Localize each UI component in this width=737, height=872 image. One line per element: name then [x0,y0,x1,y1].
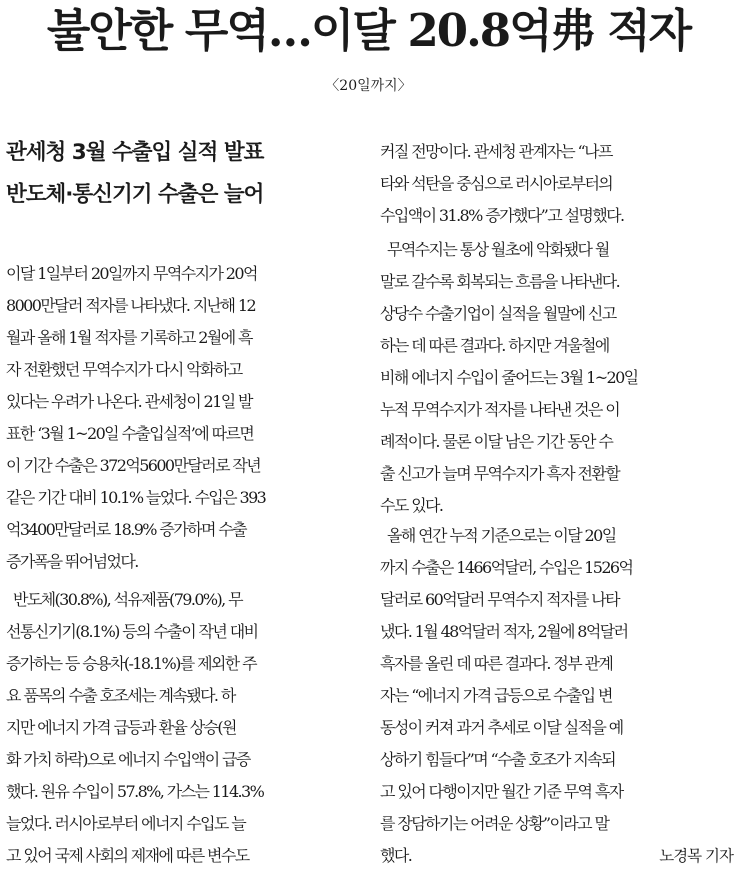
body-line: 증가폭을 뛰어넘었다. [6,552,138,571]
body-line: 고 있어 다행이지만 월간 기준 무역 흑자 [380,782,623,801]
body-line: 했다. [380,846,412,865]
body-line: 수도 있다. [380,496,443,515]
subhead-secondary: 반도체·통신기기 수출은 늘어 [6,182,264,207]
body-line: 무역수지는 통상 월초에 악화됐다 월 [380,240,609,259]
body-line: 자 전환했던 무역수지가 다시 악화하고 [6,360,242,379]
body-line: 고 있어 국제 사회의 제재에 따른 변수도 [6,846,249,865]
body-line: 억3400만달러로 18.9% 증가하며 수출 [6,520,247,539]
body-line: 비해 에너지 수입이 줄어드는 3월 1~20일 [380,368,638,387]
byline: 노경목 기자 [659,847,733,865]
body-line: 흑자를 올린 데 따른 결과다. 정부 관계 [380,654,613,673]
dateline: 〈20일까지〉 [325,78,412,94]
body-line: 월과 올해 1월 적자를 기록하고 2월에 흑 [6,328,252,347]
body-line: 선통신기기(8.1%) 등의 수출이 작년 대비 [6,622,258,641]
body-line: 있다는 우려가 나온다. 관세청이 21일 발 [6,392,252,411]
body-line: 표한 ‘3월 1~20일 수출입실적’에 따르면 [6,424,254,443]
body-line: 했다. 원유 수입이 57.8%, 가스는 114.3% [6,782,264,801]
body-line: 같은 기간 대비 10.1% 늘었다. 수입은 393 [6,488,266,507]
body-line: 반도체(30.8%), 석유제품(79.0%), 무 [6,590,242,609]
headline: 불안한 무역…이달 20.8억弗 적자 [46,4,691,57]
body-line: 요 품목의 수출 호조세는 계속됐다. 하 [6,686,235,705]
body-line: 냈다. 1월 48억달러 적자, 2월에 8억달러 [380,622,628,641]
body-line: 상당수 수출기업이 실적을 월말에 신고 [380,304,616,323]
body-line: 동성이 커져 과거 추세로 이달 실적을 예 [380,718,623,737]
body-line: 8000만달러 적자를 나타냈다. 지난해 12 [6,296,256,315]
body-line: 이 기간 수출은 372억5600만달러로 작년 [6,456,261,475]
body-line: 지만 에너지 가격 급등과 환율 상승(원 [6,718,236,737]
body-line: 달러로 60억달러 무역수지 적자를 나타 [380,590,619,609]
body-line: 수입액이 31.8% 증가했다”고 설명했다. [380,206,624,225]
body-line: 까지 수출은 1466억달러, 수입은 1526억 [380,558,633,577]
body-line: 누적 무역수지가 적자를 나타낸 것은 이 [380,400,620,419]
body-line: 자는 “에너지 가격 급등으로 수출입 변 [380,686,612,705]
body-line: 상하기 힘들다”며 “수출 호조가 지속되 [380,750,615,769]
body-line: 를 장담하기는 어려운 상황”이라고 말 [380,814,609,833]
body-line: 말로 갈수록 회복되는 흐름을 나타낸다. [380,272,620,291]
body-line: 커질 전망이다. 관세청 관계자는 “나프 [380,142,612,161]
body-line: 타와 석탄을 중심으로 러시아로부터의 [380,174,613,193]
body-line: 이달 1일부터 20일까지 무역수지가 20억 [6,264,257,283]
body-line: 올해 연간 누적 기준으로는 이달 20일 [380,526,616,545]
body-line: 례적이다. 물론 이달 남은 기간 동안 수 [380,432,613,451]
body-line: 화 가치 하락)으로 에너지 수입액이 급증 [6,750,250,769]
body-line: 출 신고가 늘며 무역수지가 흑자 전환할 [380,464,620,483]
body-line: 늘었다. 러시아로부터 에너지 수입도 늘 [6,814,246,833]
subhead-primary: 관세청 3월 수출입 실적 발표 [6,140,264,165]
body-line: 증가하는 등 승용차(-18.1%)를 제외한 주 [6,654,256,673]
body-line: 하는 데 따른 결과다. 하지만 겨울철에 [380,336,609,355]
